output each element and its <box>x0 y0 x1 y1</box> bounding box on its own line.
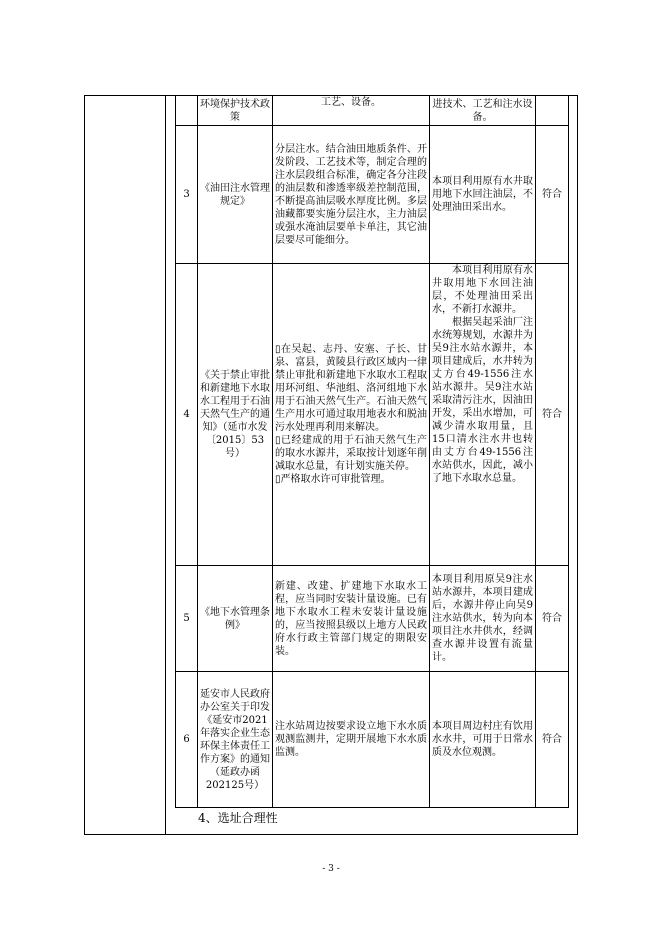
requirement-item: ▯已经建成的用于石油天然气生产的取水水源井，采取按计划逐年削减取水总量，有计划实施关停。 <box>275 435 427 472</box>
table-row <box>176 566 569 672</box>
cell-project: 本项目利用原吴9注水站水源井，本项目建成后，水源井停止向吴9注水站供水，转为向本项目注水井供水，经调查水源井设置有流量计。 <box>430 566 536 672</box>
cell-project: 本项目周边村庄有饮用水水井，可用于日常水质及水位观测。 <box>430 672 536 808</box>
cell-requirement <box>273 264 430 566</box>
project-paragraph: 本项目利用原有水井取用地下水回注油层，不处理油田采出水，不新打水源井。 <box>432 265 533 315</box>
cell-policy: 环境保护技术政策 <box>198 96 273 126</box>
project-paragraph: 根据吴起采油厂注水统筹规划，水源井为吴9注水站水源井，本项目建成后，水井转为丈方台49-1556注水站水源井。吴9注水站采取清污注水，因油田开发，采出水增加，可减少清水取用量，且15口清水注水井也转由丈方台49-1556注水站供水，因此，减小了地下水取水总量。 <box>432 317 533 484</box>
cell-policy: 《油田注水管理规定》 <box>198 126 273 264</box>
requirement-item: ▯在吴起、志丹、安塞、子长、甘泉、富县，黄陵县行政区域内一律禁止审批和新建地下水取水工程取用环河组、华池组、洛河组地下水用于石油天然气生产。石油天然气生产用水可通过取用地表水和脱油污水处理再利用来解决。 <box>275 344 427 433</box>
cell-result: 符合 <box>536 264 569 566</box>
outer-column-divider <box>165 95 166 835</box>
requirement-item: ▯严格取水许可审批管理。 <box>275 474 391 485</box>
cell-no <box>176 96 198 126</box>
cell-project <box>430 264 536 566</box>
cell-project: 进技术、工艺和注水设备。 <box>430 96 536 126</box>
cell-requirement: 分层注水。结合油田地质条件、开发阶段、工艺技术等，制定合理的注水层段组合标准，确定各分注段的油层数和渗透率级差控制范围，不断提高油层吸水厚度比例。多层油藏都要实施分层注水，主力油层或强水淹油层要单卡单注，其它油层要尽可能细分。 <box>273 126 430 264</box>
section-heading: 4、选址合理性 <box>198 811 278 825</box>
cell-policy: 《关于禁止审批和新建地下水取水工程用于石油天然气生产的通知》（延市水发〔2015〕53号） <box>198 264 273 566</box>
cell-project: 本项目利用原有水井取用地下水回注油层，不处理油田采出水。 <box>430 126 536 264</box>
cell-result <box>536 96 569 126</box>
table-row <box>176 126 569 264</box>
cell-requirement: 注水站周边按要求设立地下水水质观测监测井，定期开展地下水水质监测。 <box>273 672 430 808</box>
policy-compliance-table <box>175 95 569 808</box>
cell-policy: 《地下水管理条例》 <box>198 566 273 672</box>
table-row <box>176 264 569 566</box>
cell-requirement: 工艺、设备。 <box>273 96 430 126</box>
page-number: - 3 - <box>322 864 340 874</box>
cell-no: 3 <box>176 126 198 264</box>
cell-requirement: 新建、改建、扩建地下水取水工程，应当同时安装计量设施。已有地下水取水工程未安装计量设施的，应当按照县级以上地方人民政府水行政主管部门规定的期限安装。 <box>273 566 430 672</box>
cell-result: 符合 <box>536 126 569 264</box>
cell-policy: 延安市人民政府办公室关于印发《延安市2021年落实企业生态环保主体责任工作方案》的通知（延政办函202125号） <box>198 672 273 808</box>
table-row <box>176 672 569 808</box>
table-row <box>176 96 569 126</box>
cell-result: 符合 <box>536 566 569 672</box>
cell-result: 符合 <box>536 672 569 808</box>
cell-no: 5 <box>176 566 198 672</box>
cell-no: 6 <box>176 672 198 808</box>
cell-no: 4 <box>176 264 198 566</box>
